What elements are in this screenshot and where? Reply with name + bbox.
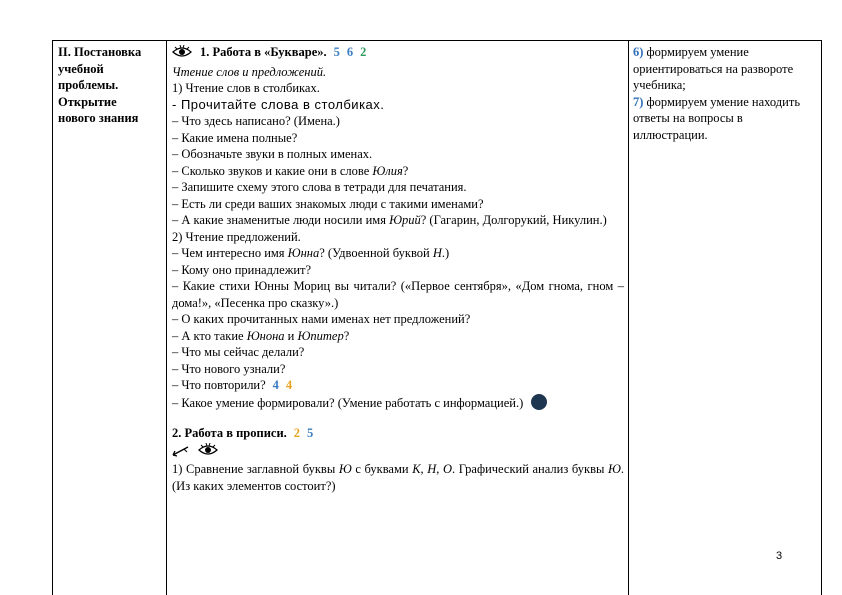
task-number: 4	[285, 378, 293, 392]
question: – Сколько звуков и какие они в слове Юлия?	[172, 163, 409, 178]
task-number: 2	[293, 426, 301, 440]
question: – Кому оно принадлежит?	[172, 262, 312, 277]
task2-title: 2. Работа в прописи.	[172, 426, 287, 440]
task1-subtitle: Чтение слов и предложений.	[172, 64, 327, 79]
task-number: 5	[333, 45, 340, 59]
step-heading: 2) Чтение предложений.	[172, 229, 301, 244]
stage-line: проблемы.	[58, 78, 119, 92]
task-number: 5	[307, 426, 314, 440]
eye-icon	[172, 45, 192, 64]
column-divider-1	[166, 40, 167, 595]
skill-item: 7) формируем умение находить ответы на вопросы в иллюстрации.	[633, 94, 801, 142]
task-number: 6	[346, 45, 354, 59]
task1-title: 1. Работа в «Букваре».	[200, 45, 327, 59]
stage-column	[58, 44, 162, 127]
question: – Какое умение формировали? (Умение работать с информацией.)	[172, 394, 624, 412]
task2-step: 1) Сравнение заглавной буквы Ю с буквами К, Н, О. Графический анализ буквы Ю. (Из каких элементов состоит?)	[172, 462, 625, 493]
question: – Запишите схему этого слова в тетради для печатания.	[172, 180, 467, 194]
question: – Что повторили? 4 4	[172, 378, 293, 392]
column-divider-2	[628, 40, 629, 595]
step-heading: 1) Чтение слов в столбиках.	[172, 81, 320, 95]
question: – Что здесь написано? (Имена.)	[172, 114, 340, 128]
question: – О каких прочитанных нами именах нет предложений?	[172, 312, 471, 326]
pencil-icon	[172, 445, 190, 462]
skills-column	[633, 44, 818, 143]
circle-marker-icon	[531, 394, 547, 410]
table-right-border	[821, 40, 822, 595]
stage-line: учебной	[58, 61, 104, 76]
task2-heading	[172, 425, 624, 442]
stage-line: II. Постановка	[58, 45, 142, 59]
question: – Обозначьте звуки в полных именах.	[172, 147, 373, 161]
stage-line: нового знания	[58, 111, 139, 125]
table-top-border	[52, 40, 822, 41]
question: – Что нового узнали?	[172, 361, 286, 376]
content-column	[172, 44, 624, 494]
question: – А кто такие Юнона и Юпитер?	[172, 328, 350, 343]
task-number: 2	[360, 45, 367, 59]
question: – Что мы сейчас делали?	[172, 345, 305, 359]
task2-icons	[172, 442, 624, 462]
question: – А какие знаменитые люди носили имя Юрий? (Гагарин, Долгорукий, Никулин.)	[172, 213, 607, 227]
question: – Какие имена полные?	[172, 130, 298, 145]
task-number: 4	[272, 378, 279, 392]
question: – Есть ли среди ваших знакомых люди с такими именами?	[172, 196, 484, 211]
eye-icon	[198, 443, 218, 462]
task1-heading	[172, 44, 624, 64]
table-left-border	[52, 40, 53, 595]
question: – Какие стихи Юнны Мориц вы читали? («Первое сентября», «Дом гнома, гном – дома!», «Песенка про сказку».)	[172, 279, 624, 310]
instruction: - Прочитайте слова в столбиках.	[172, 96, 385, 112]
question: – Чем интересно имя Юнна? (Удвоенной буквой Н.)	[172, 246, 450, 260]
skill-item: 6) формируем умение ориентироваться на развороте учебника;	[633, 45, 794, 92]
page-number: 3	[776, 550, 783, 562]
stage-line: Открытие	[58, 94, 117, 109]
